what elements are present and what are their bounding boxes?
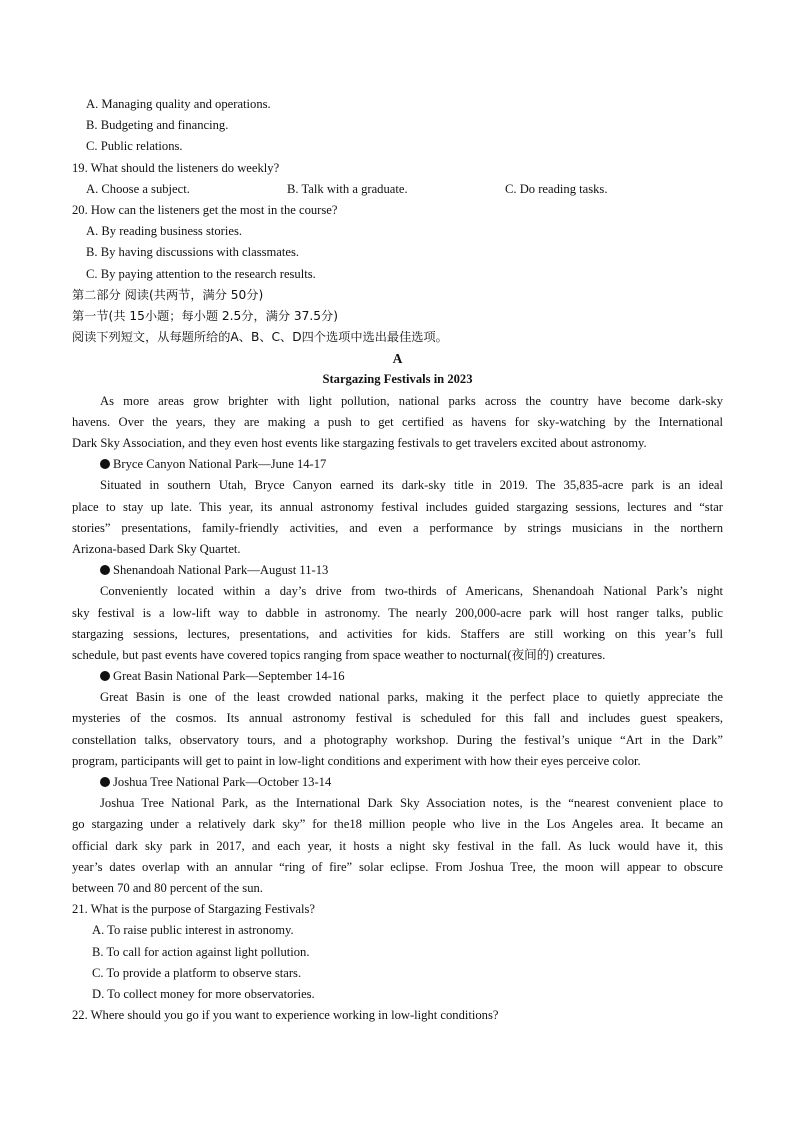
body-line: between 70 and 80 percent of the sun.	[72, 880, 263, 895]
q20-stem: 20. How can the listeners get the most in the course?	[72, 202, 338, 217]
park-body-joshua-tree	[72, 793, 723, 899]
park-body-shenandoah	[72, 581, 723, 666]
section-part-heading: 第二部分 阅读(共两节，满分 50分)	[72, 287, 264, 302]
q21-option-b: B. To call for action against light pollution.	[92, 944, 310, 959]
passage-label: A	[392, 351, 403, 367]
body-line: official dark sky park in 2017, and each year, it hosts a night sky festival in the fall. As luck would have it, this	[72, 838, 723, 853]
bullet-icon	[100, 459, 110, 469]
bullet-icon	[100, 565, 110, 575]
bullet-icon	[100, 671, 110, 681]
q20-option-c: C. By paying attention to the research results.	[86, 266, 316, 281]
q18-option-b: B. Budgeting and financing.	[86, 118, 229, 133]
q21-option-d: D. To collect money for more observatories.	[92, 986, 315, 1001]
bullet-icon	[100, 777, 110, 787]
q22-stem: 22. Where should you go if you want to experience working in low-light conditions?	[72, 1008, 499, 1023]
park-heading-shenandoah: Shenandoah National Park—August 11-13	[72, 560, 723, 581]
q19-option-a: A. Choose a subject.	[86, 181, 190, 196]
q20-option-b: B. By having discussions with classmates.	[86, 245, 300, 260]
body-line: go stargazing under a relatively dark sky” for the18 million people who live in the Los Angeles area. It became an	[72, 817, 723, 832]
q18-option-c: C. Public relations.	[86, 139, 183, 154]
intro-line: havens. Over the years, they are making a push to get certified as havens for sky-watching by the International	[72, 414, 723, 429]
q19-stem: 19. What should the listeners do weekly?	[72, 160, 280, 175]
body-line: year’s dates overlap with an annular “ring of fire” solar eclipse. From Joshua Tree, the moon will appear to obscure	[72, 859, 723, 874]
park-body-bryce	[72, 475, 723, 560]
park-heading-joshua-tree: Joshua Tree National Park—October 13-14	[72, 772, 723, 793]
q21-stem: 21. What is the purpose of Stargazing Festivals?	[72, 902, 315, 917]
park-body-great-basin	[72, 687, 723, 772]
q21-option-c: C. To provide a platform to observe stars.	[92, 965, 302, 980]
section-sub-heading: 第一节(共 15小题；每小题 2.5分，满分 37.5分)	[72, 308, 338, 323]
q21-option-a: A. To raise public interest in astronomy.	[92, 923, 294, 938]
intro-line: Dark Sky Association, and they even host events like stargazing festivals to get travelers excited about astronomy.	[72, 436, 647, 450]
body-line: constellation talks, observatory tours, and a photography workshop. During the festival’s unique “Art in the Dark”	[72, 732, 723, 747]
body-line: Great Basin is one of the least crowded national parks, making it the perfect place to quietly appreciate the	[100, 690, 723, 705]
body-line: schedule, but past events have covered topics ranging from space weather to nocturnal(夜间的) creatures.	[72, 647, 606, 662]
passage-title: Stargazing Festivals in 2023	[322, 372, 473, 387]
section-instruction: 阅读下列短文，从每题所给的A、B、C、D四个选项中选出最佳选项。	[72, 330, 448, 345]
q19-option-b: B. Talk with a graduate.	[287, 181, 408, 196]
q19-options	[72, 179, 723, 200]
q18-option-a: A. Managing quality and operations.	[86, 97, 271, 111]
park-heading-bryce: Bryce Canyon National Park—June 14-17	[72, 454, 723, 475]
body-line: Conveniently located within a day’s drive from two-thirds of Americans, Shenandoah National Park’s night	[100, 584, 723, 599]
q19-option-c: C. Do reading tasks.	[505, 181, 608, 196]
q20-option-a: A. By reading business stories.	[86, 224, 243, 239]
body-line: place to stay up late. This year, its annual astronomy festival includes guided stargazing sessions, lectures and “star	[72, 499, 723, 514]
exam-page	[72, 94, 723, 1026]
body-line: stargazing sessions, lectures, presentations, and activities for kids. Staffers are still working on this year’s full	[72, 626, 723, 641]
body-line: program, participants will get to paint in low-light conditions and experiment with how their eyes perceive color.	[72, 753, 641, 768]
park-heading-great-basin: Great Basin National Park—September 14-16	[72, 666, 723, 687]
body-line: mysteries of the cosmos. Its annual astronomy festival is scheduled for this fall and includes guest speakers,	[72, 711, 723, 726]
intro-line: As more areas grow brighter with light pollution, national parks across the country have become dark-sky	[100, 393, 723, 408]
body-line: Joshua Tree National Park, as the International Dark Sky Association notes, is the “nearest convenient place to	[100, 796, 723, 811]
body-line: Arizona-based Dark Sky Quartet.	[72, 541, 241, 556]
body-line: Situated in southern Utah, Bryce Canyon earned its dark-sky title in 2019. The 35,835-acre park is an ideal	[100, 478, 723, 493]
body-line: sky festival is a low-lift way to dabble in astronomy. The nearly 200,000-acre park will host ranger talks, public	[72, 605, 723, 620]
body-line: stories” presentations, family-friendly activities, and even a performance by strings musicians in the northern	[72, 520, 723, 535]
passage-intro	[72, 391, 723, 455]
